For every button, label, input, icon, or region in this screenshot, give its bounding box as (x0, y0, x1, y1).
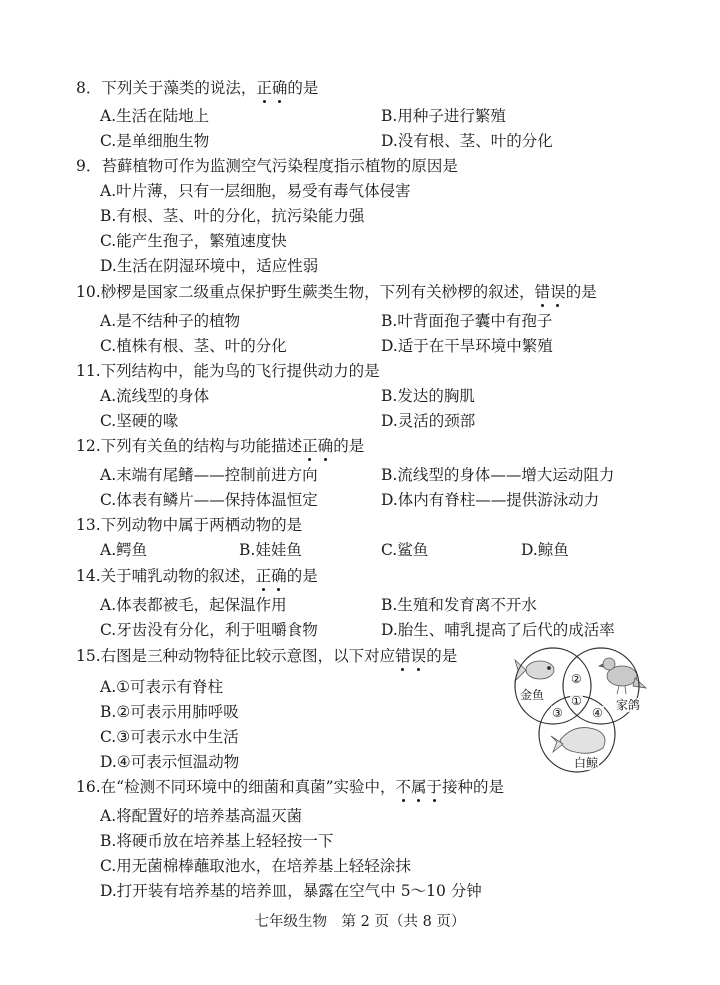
page-footer: 七年级生物 第 2 页（共 8 页） (254, 914, 466, 930)
q11-option-c: C.坚硬的喙 (100, 412, 179, 430)
question-11-stem: 11.下列结构中，能为鸟的飞行提供动力的是 (76, 362, 380, 380)
q10-option-d: D.适于在干旱环境中繁殖 (381, 337, 553, 355)
emphasis-dot-char: 错 (395, 647, 411, 665)
region-2-label: ② (571, 672, 582, 686)
emphasis-dot-char: 正 (255, 567, 272, 585)
q14-option-b: B.生殖和发育离不开水 (381, 596, 537, 614)
q10-option-c: C.植株有根、茎、叶的分化 (100, 337, 287, 355)
emphasis-dot-char: 错 (534, 283, 551, 301)
question-15-stem: 15.右图是三种动物特征比较示意图，以下对应错误的是 (76, 647, 458, 665)
q15-option-c: C.③可表示水中生活 (100, 728, 239, 746)
q9-option-a: A.叶片薄，只有一层细胞，易受有毒气体侵害 (100, 182, 411, 200)
question-12-stem: 12.下列有关鱼的结构与功能描述正确的是 (76, 437, 365, 455)
emphasis-dot-char: 正 (256, 79, 272, 97)
q10-option-a: A.是不结种子的植物 (100, 312, 241, 330)
whale-illustration (551, 728, 605, 754)
q15-option-d: D.④可表示恒温动物 (100, 753, 240, 771)
q8-option-a: A.生活在陆地上 (100, 107, 210, 125)
emphasis-dot-char: 确 (271, 567, 287, 585)
q8-option-d: D.没有根、茎、叶的分化 (381, 132, 553, 150)
q12-option-a: A.末端有尾鳍——控制前进方向 (100, 466, 318, 484)
q8-option-b: B.用种子进行繁殖 (381, 107, 506, 125)
q16-option-a: A.将配置好的培养基高温灭菌 (100, 807, 303, 825)
q10-option-b: B.叶背面孢子囊中有孢子 (381, 312, 553, 330)
q13-option-a: A.鳄鱼 (100, 541, 148, 559)
q9-option-d: D.生活在阴湿环境中，适应性弱 (100, 257, 319, 275)
q9-option-c: C.能产生孢子，繁殖速度快 (100, 232, 287, 250)
q16-option-d: D.打开装有培养基的培养皿，暴露在空气中 5～10 分钟 (100, 882, 482, 900)
q12-option-c: C.体表有鳞片——保持体温恒定 (100, 491, 318, 509)
emphasis-dot-char: 误 (550, 283, 566, 301)
emphasis-dot-char: 确 (317, 437, 334, 455)
q13-option-c: C.鲨鱼 (381, 541, 429, 559)
emphasis-dot-char: 误 (410, 647, 427, 665)
region-3-label: ③ (552, 706, 563, 720)
q14-option-c: C.牙齿没有分化，利于咀嚼食物 (100, 621, 318, 639)
goldfish-label: 金鱼 (520, 688, 545, 702)
q13-option-d: D.鲸鱼 (521, 541, 569, 559)
emphasis-dot-char: 属 (411, 778, 427, 796)
q12-option-d: D.体内有脊柱——提供游泳动力 (381, 491, 600, 509)
venn-diagram (505, 642, 655, 774)
q16-option-c: C.用无菌棉棒蘸取池水，在培养基上轻轻涂抹 (100, 857, 411, 875)
q16-option-b: B.将硬币放在培养基上轻轻按一下 (100, 832, 334, 850)
q15-option-b: B.②可表示用肺呼吸 (100, 703, 239, 721)
q11-option-a: A.流线型的身体 (100, 387, 210, 405)
q12-option-b: B.流线型的身体——增大运动阻力 (381, 466, 615, 484)
emphasis-dot-char: 不 (395, 778, 412, 796)
q13-option-b: B.娃娃鱼 (239, 541, 302, 559)
region-4-label: ④ (592, 706, 603, 720)
emphasis-dot-char: 确 (271, 79, 288, 97)
region-1-label: ① (571, 694, 582, 708)
q14-option-d: D.胎生、哺乳提高了后代的成活率 (381, 621, 615, 639)
question-10-stem: 10.桫椤是国家二级重点保护野生蕨类生物，下列有关桫椤的叙述，错误的是 (76, 283, 597, 301)
q14-option-a: A.体表都被毛，起保温作用 (100, 596, 287, 614)
goldfish-illustration (515, 660, 554, 681)
pigeon-label: 家鸽 (616, 698, 641, 712)
question-13-stem: 13.下列动物中属于两栖动物的是 (76, 516, 303, 534)
emphasis-dot-char: 正 (302, 437, 318, 455)
q11-option-b: B.发达的胸肌 (381, 387, 475, 405)
question-16-stem: 16.在“检测不同环境中的细菌和真菌”实验中，不属于接种的是 (76, 778, 505, 796)
question-14-stem: 14.关于哺乳动物的叙述，正确的是 (76, 567, 318, 585)
whale-label: 白鲸 (574, 756, 599, 770)
q15-option-a: A.①可表示有脊柱 (100, 678, 224, 696)
emphasis-dot-char: 于 (426, 778, 443, 796)
q11-option-d: D.灵活的颈部 (381, 412, 476, 430)
q9-option-b: B.有根、茎、叶的分化，抗污染能力强 (100, 207, 365, 225)
q8-option-c: C.是单细胞生物 (100, 132, 210, 150)
question-9-stem: 9．苔藓植物可作为监测空气污染程度指示植物的原因是 (76, 157, 458, 175)
question-8-stem: 8．下列关于藻类的说法，正确的是 (76, 79, 319, 97)
